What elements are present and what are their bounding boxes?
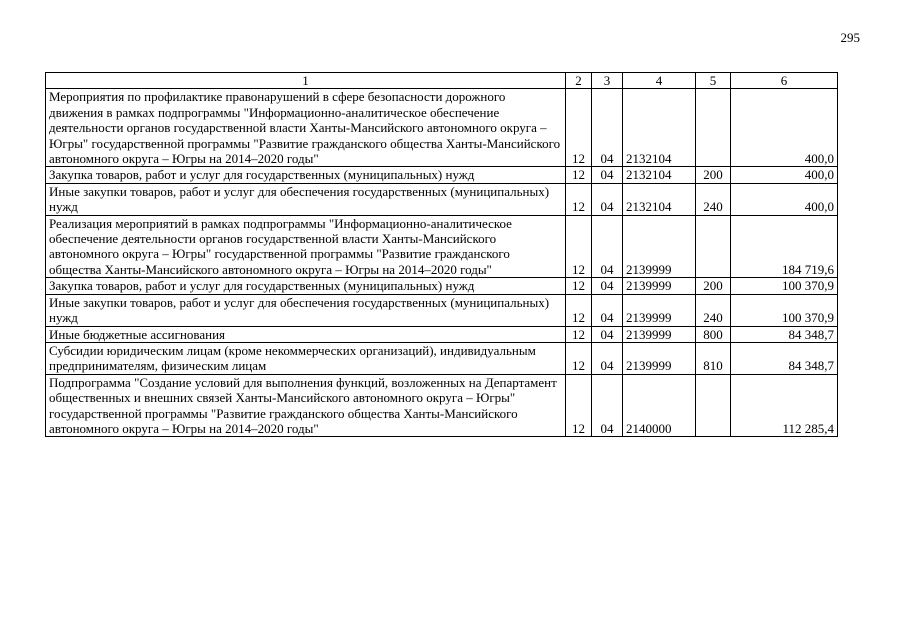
row-section-cell: 12 [566,183,592,215]
table-row [46,342,838,374]
row-section-cell: 12 [566,294,592,326]
row-expense-type-cell [696,215,731,278]
row-target-article-cell: 2139999 [623,326,696,342]
row-expense-type-cell: 240 [696,294,731,326]
table-body [46,89,838,437]
row-subsection-cell: 04 [592,89,623,167]
row-section-cell: 12 [566,167,592,183]
header-row [46,73,838,89]
col-header-4: 4 [623,73,696,89]
table-row [46,278,838,294]
row-target-article-cell: 2132104 [623,89,696,167]
row-amount-cell: 100 370,9 [731,278,838,294]
budget-table [45,72,838,437]
row-section-cell: 12 [566,278,592,294]
row-target-article-cell: 2139999 [623,342,696,374]
row-amount-cell: 112 285,4 [731,374,838,437]
row-section-cell: 12 [566,215,592,278]
row-name-cell: Мероприятия по профилактике правонарушений в сфере безопасности дорожного движения в рамках подпрограммы "Информационно-аналитическое обеспечение деятельности органов государственной власти Ханты-Мансийского автономного округа – Югры" государственной программы "Развитие гражданского общества Ханты-Мансийского автономного округа – Югры на 2014–2020 годы" [46,89,566,167]
row-section-cell: 12 [566,326,592,342]
row-section-cell: 12 [566,374,592,437]
row-name-cell: Закупка товаров, работ и услуг для государственных (муниципальных) нужд [46,278,566,294]
row-name-cell: Субсидии юридическим лицам (кроме некоммерческих организаций), индивидуальным предпринимателям, физическим лицам [46,342,566,374]
col-header-3: 3 [592,73,623,89]
row-target-article-cell: 2132104 [623,167,696,183]
row-amount-cell: 84 348,7 [731,342,838,374]
row-subsection-cell: 04 [592,326,623,342]
table-row [46,294,838,326]
row-target-article-cell: 2132104 [623,183,696,215]
row-name-cell: Иные закупки товаров, работ и услуг для обеспечения государственных (муниципальных) нужд [46,294,566,326]
row-target-article-cell: 2140000 [623,374,696,437]
row-amount-cell: 400,0 [731,183,838,215]
row-expense-type-cell: 800 [696,326,731,342]
col-header-6: 6 [731,73,838,89]
row-subsection-cell: 04 [592,167,623,183]
row-name-cell: Подпрограмма "Создание условий для выполнения функций, возложенных на Департамент общественных и внешних связей Ханты-Мансийского автономного округа – Югры" государственной программы "Развитие гражданского общества Ханты-Мансийского автономного округа – Югры на 2014–2020 годы" [46,374,566,437]
row-amount-cell: 400,0 [731,167,838,183]
table-row [46,183,838,215]
row-subsection-cell: 04 [592,342,623,374]
row-subsection-cell: 04 [592,183,623,215]
col-header-5: 5 [696,73,731,89]
row-amount-cell: 184 719,6 [731,215,838,278]
row-expense-type-cell: 200 [696,167,731,183]
row-section-cell: 12 [566,89,592,167]
row-subsection-cell: 04 [592,278,623,294]
table-row [46,215,838,278]
row-amount-cell: 100 370,9 [731,294,838,326]
table-row [46,167,838,183]
page-number: 295 [840,30,860,45]
row-expense-type-cell: 200 [696,278,731,294]
row-name-cell: Закупка товаров, работ и услуг для государственных (муниципальных) нужд [46,167,566,183]
row-expense-type-cell [696,374,731,437]
row-subsection-cell: 04 [592,294,623,326]
row-name-cell: Иные бюджетные ассигнования [46,326,566,342]
row-target-article-cell: 2139999 [623,294,696,326]
row-section-cell: 12 [566,342,592,374]
row-target-article-cell: 2139999 [623,215,696,278]
row-name-cell: Иные закупки товаров, работ и услуг для обеспечения государственных (муниципальных) нужд [46,183,566,215]
col-header-1: 1 [46,73,566,89]
row-target-article-cell: 2139999 [623,278,696,294]
row-expense-type-cell [696,89,731,167]
table-row [46,374,838,437]
row-expense-type-cell: 240 [696,183,731,215]
col-header-2: 2 [566,73,592,89]
row-subsection-cell: 04 [592,215,623,278]
row-amount-cell: 400,0 [731,89,838,167]
row-amount-cell: 84 348,7 [731,326,838,342]
table-row [46,89,838,167]
row-subsection-cell: 04 [592,374,623,437]
row-name-cell: Реализация мероприятий в рамках подпрограммы "Информационно-аналитическое обеспечение деятельности органов государственной власти Ханты-Мансийского автономного округа – Югры" государственной программы "Развитие гражданского общества Ханты-Мансийского автономного округа – Югры на 2014–2020 годы" [46,215,566,278]
row-expense-type-cell: 810 [696,342,731,374]
table-row [46,326,838,342]
